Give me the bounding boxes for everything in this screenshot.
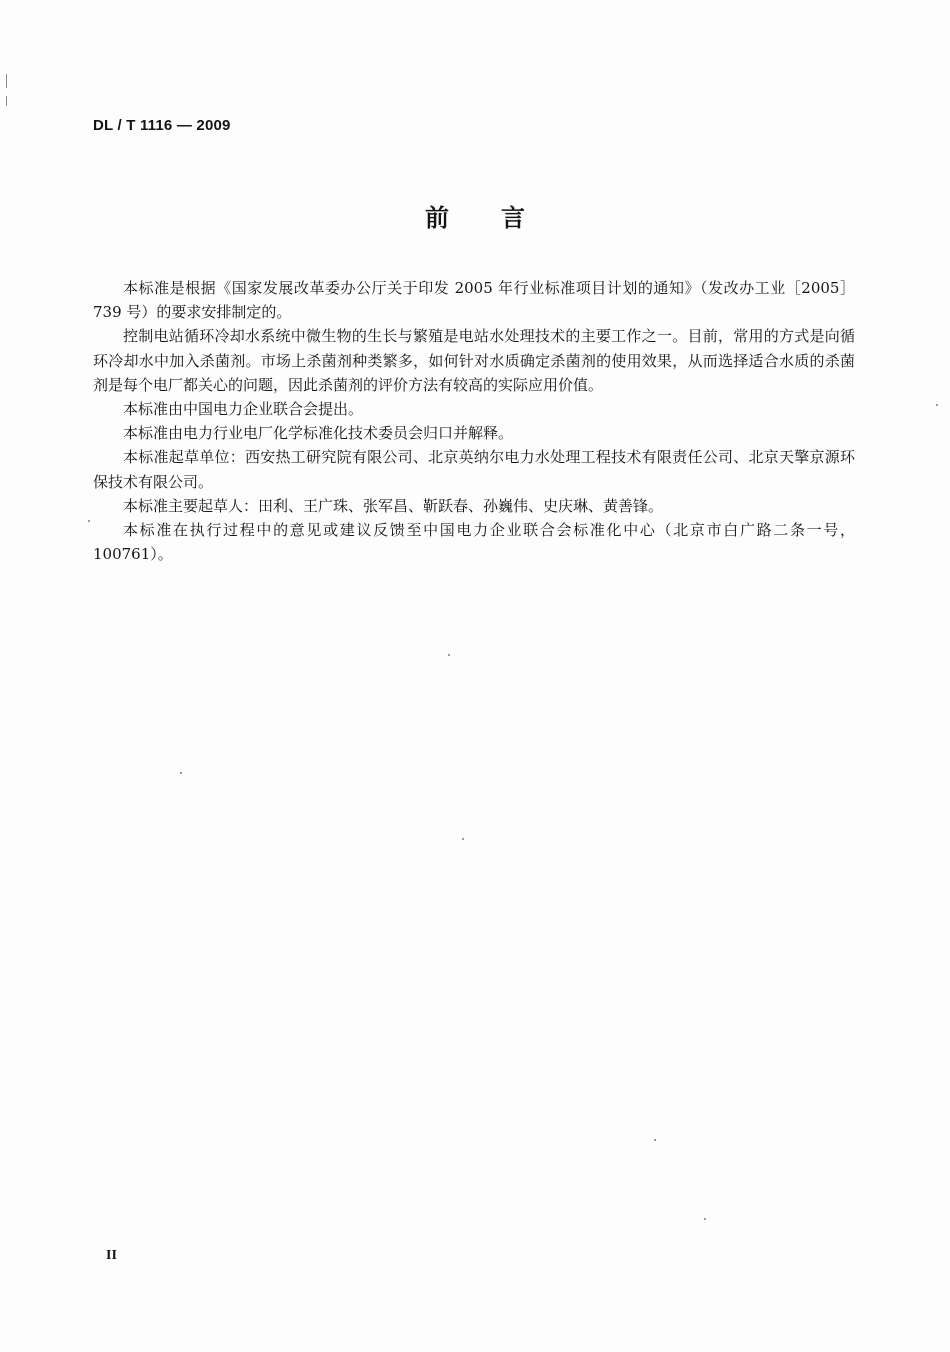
paragraph-drafting-units: 本标准起草单位：西安热工研究院有限公司、北京英纳尔电力水处理工程技术有限责任公司、北京天擎京源环保技术有限公司。	[93, 448, 855, 491]
scan-edge-mark	[6, 74, 7, 88]
page-number: II	[106, 1248, 117, 1263]
paragraph-basis: 本标准是根据《国家发展改革委办公厅关于印发 2005 年行业标准项目计划的通知》（发改办工业［2005］739 号）的要求安排制定的。	[93, 279, 855, 322]
scan-speck	[704, 1218, 706, 1220]
scan-speck	[88, 520, 90, 522]
standard-code: DL / T 1116 — 2009	[93, 117, 231, 134]
foreword-body	[93, 276, 855, 566]
paragraph-feedback: 本标准在执行过程中的意见或建议反馈至中国电力企业联合会标准化中心（北京市白广路二条一号，100761）。	[93, 521, 855, 564]
paragraph-background: 控制电站循环冷却水系统中微生物的生长与繁殖是电站水处理技术的主要工作之一。目前，常用的方式是向循环冷却水中加入杀菌剂。市场上杀菌剂种类繁多，如何针对水质确定杀菌剂的使用效果，从而选择适合水质的杀菌剂是每个电厂都关心的问题，因此杀菌剂的评价方法有较高的实际应用价值。	[93, 327, 855, 394]
scan-speck	[654, 1139, 656, 1141]
paragraph-drafters: 本标准主要起草人：田利、王广珠、张军昌、靳跃春、孙巍伟、史庆琳、黄善锋。	[123, 496, 664, 515]
scan-edge-mark	[6, 96, 7, 106]
scan-speck	[462, 838, 464, 840]
scan-speck	[936, 404, 938, 406]
paragraph-responsible: 本标准由电力行业电厂化学标准化技术委员会归口并解释。	[123, 424, 514, 443]
page-title: 前言	[425, 204, 577, 232]
scan-speck	[448, 654, 450, 656]
scan-speck	[180, 772, 182, 774]
paragraph-proposer: 本标准由中国电力企业联合会提出。	[123, 400, 364, 419]
